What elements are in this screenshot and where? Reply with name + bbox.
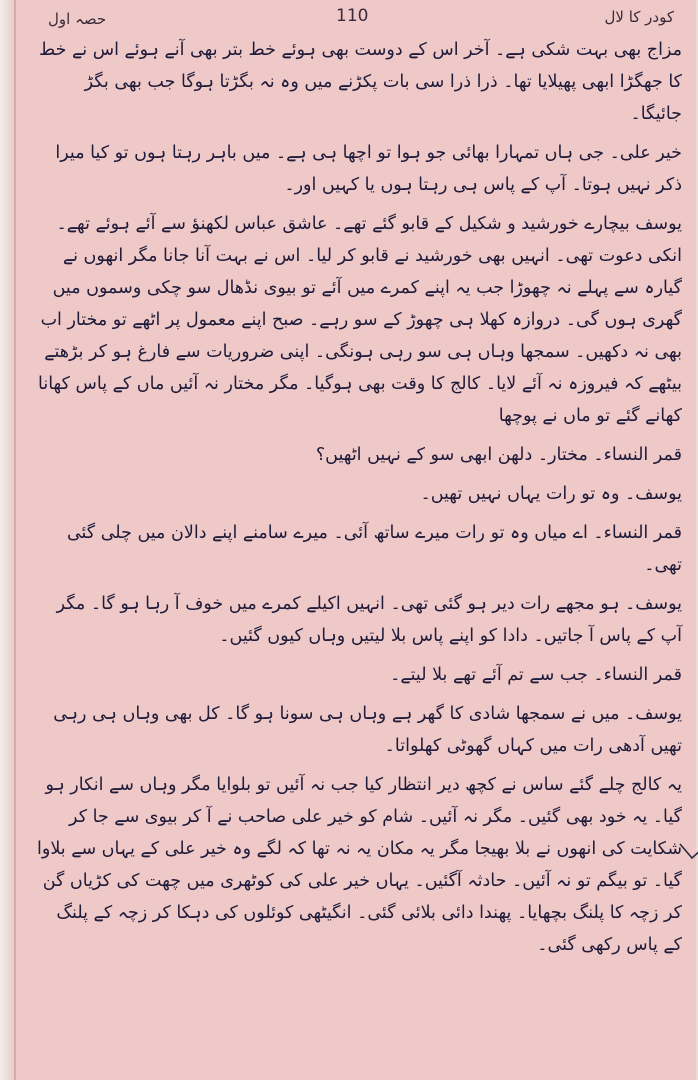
paragraph-3: یوسف بیچارے خورشید و شکیل کے قابو گئے تھے۔ عاشق عباس لکھنؤ سے آئے ہوئے تھے۔ انکی دعوت تھی۔ انہیں بھی خورشید نے قابو کر لیا۔ اس نے بہت آنا جانا مگر انھوں نے گیارہ سے پہلے نہ چھوڑا جب یہ اپنے کمرے میں آئے تو بیوی نڈھال سو چکی وسموں میں گھری ہوں گی۔ دروازہ کھلا ہی چھوڑ کے سو رہے۔ صبح اپنے معمول پر اٹھے تو مختار اب بھی نہ دکھیں۔ سمجھا وہاں ہی سو رہی ہونگی۔ اپنی ضروریات سے فارغ ہو کر بڑھتے بیٹھے کہ فیروزہ نہ آئے لایا۔ کالج کا وقت بھی ہوگیا۔ مگر مختار نہ آئیں ماں کے پاس کھانا کھانے گئے تو ماں نے پوچھا [38,214,682,426]
paragraph-6: قمر النساء۔ اے میاں وہ تو رات میرے ساتھ آئی۔ میرے سامنے اپنے دالان میں چلی گئی تھی۔ [66,523,682,575]
paragraph-4: قمر النساء۔ مختار۔ دلھن ابھی سو کے نہیں اٹھیں؟ [315,445,682,465]
page-body [34,34,682,968]
book-page [14,0,696,1080]
page-header [16,4,696,32]
page-number: 110 [336,6,369,26]
paragraph-2: خیر علی۔ جی ہاں تمہارا بھائی جو ہوا تو اچھا ہی ہے۔ میں باہر رہتا ہوں تو کیا میرا ذکر نہیں ہوتا۔ آپ کے پاس ہی رہتا ہوں یا کہیں اور۔ [55,143,682,195]
part-label: حصہ اول [48,10,107,28]
book-binding [0,0,14,1080]
running-title: کودر کا لال [604,8,674,26]
margin-checkmark-icon [678,838,698,862]
paragraph-9: یوسف۔ میں نے سمجھا شادی کا گھر ہے وہاں ہی سونا ہو گا۔ کل بھی وہاں ہی رہی تھیں آدھی رات میں کہاں گھوٹی کھلواتا۔ [53,704,682,756]
paragraph-1: مزاج بھی بہت شکی ہے۔ آخر اس کے دوست بھی ہوئے خط بتر بھی آنے ہوئے اس نے خط کا جھگڑا ابھی پھیلایا تھا۔ ذرا ذرا سی بات پکڑنے میں وہ نہ بگڑتا ہوگا جب بھی بگڑ جائیگا۔ [39,40,682,124]
paragraph-10: یہ کالج چلے گئے ساس نے کچھ دیر انتظار کیا جب نہ آئیں تو بلوایا مگر وہاں سے انکار ہو گیا۔ یہ خود بھی گئیں۔ مگر نہ آئیں۔ شام کو خیر علی صاحب نے آ کر بیوی سے جا کر شکایت کی انھوں نے بلا بھیجا مگر یہ مکان یہ نہ تھا کہ لگے وہ خیر علی کے یہاں سے بلاوا گیا۔ تو بیگم تو نہ آئیں۔ حادثہ آگئیں۔ یہاں خیر علی کی کوٹھری میں چھت کی کڑیاں گن کر زچہ کا پلنگ بچھایا۔ پھندا دائی بلائی گئی۔ انگیٹھی کوئلوں کی دہکا کر زچہ کے پلنگ کے پاس رکھی گئی۔ [37,775,682,955]
paragraph-8: قمر النساء۔ جب سے تم آئے تھے بلا لیتے۔ [390,665,682,685]
paragraph-7: یوسف۔ ہو مجھے رات دیر ہو گئی تھی۔ انہیں اکیلے کمرے میں خوف آ رہا ہو گا۔ مگر آپ کے پاس آ جاتیں۔ دادا کو اپنے پاس بلا لیتیں وہاں کیوں گئیں۔ [56,594,682,646]
paragraph-5: یوسف۔ وہ تو رات یہاں نہیں تھیں۔ [420,484,682,504]
